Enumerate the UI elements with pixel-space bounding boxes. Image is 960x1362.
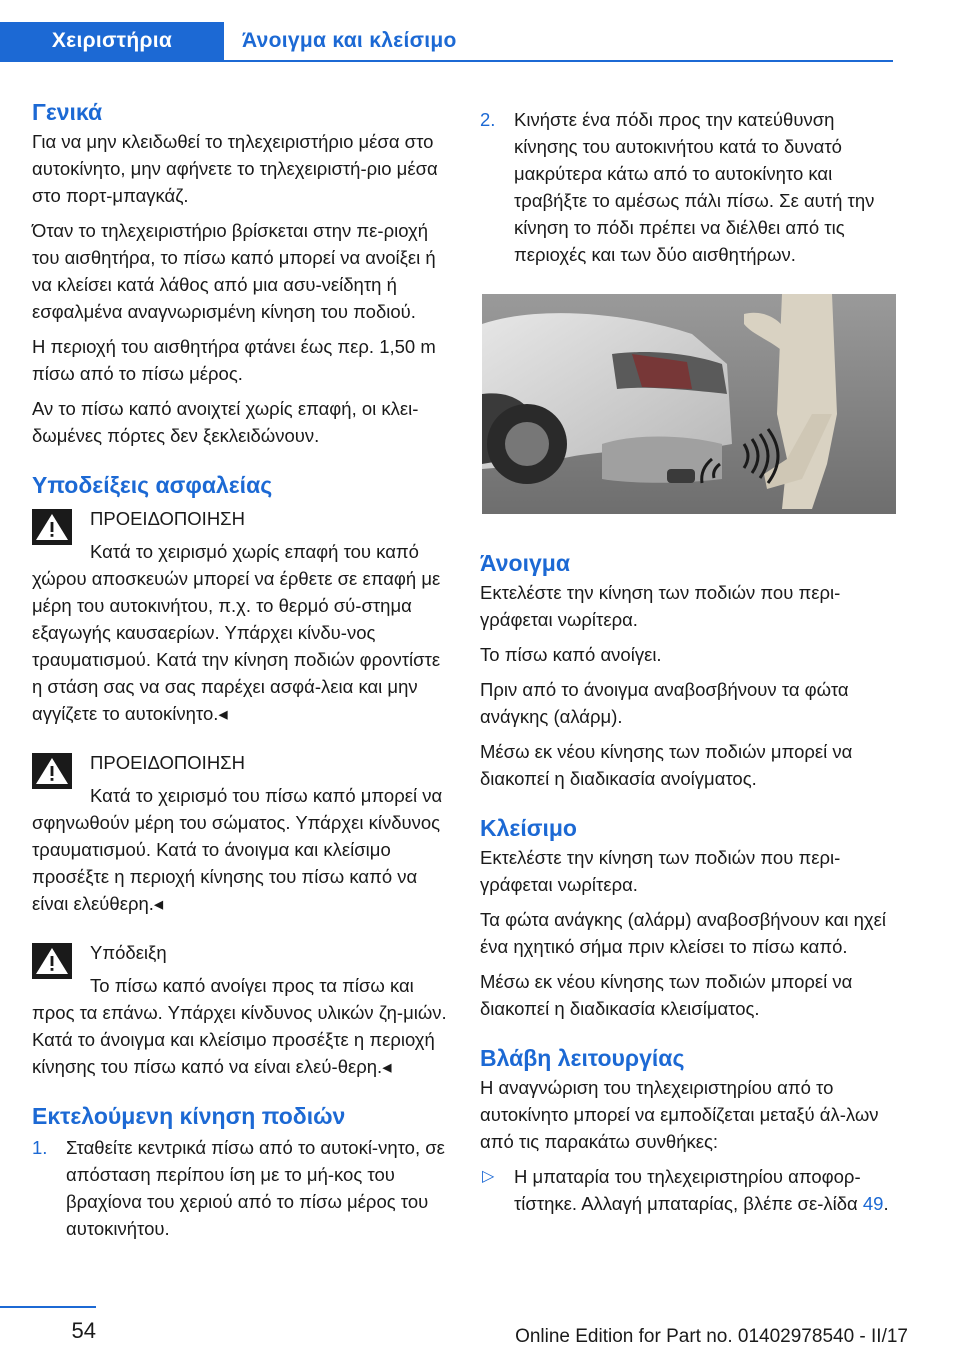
close-paragraph-2: Τα φώτα ανάγκης (αλάρμ) αναβοσβήνουν και ηχεί ένα ηχητικό σήμα πριν κλείσει το πίσω καπό.: [480, 909, 886, 957]
warning-1-title: ΠΡΟΕΙΔΟΠΟΙΗΣΗ: [90, 508, 245, 529]
open-paragraph-4: Μέσω εκ νέου κίνησης των ποδιών μπορεί να διακοπεί η διαδικασία ανοίγματος.: [480, 741, 853, 789]
list-item: [480, 1163, 900, 1217]
general-paragraph-3: Η περιοχή του αισθητήρα φτάνει έως περ. 1,50 m πίσω από το πίσω μέρος.: [32, 336, 436, 384]
open-heading: Άνοιγμα: [480, 550, 570, 576]
warning-2-title: ΠΡΟΕΙΔΟΠΟΙΗΣΗ: [90, 752, 245, 773]
step-number: 1.: [32, 1137, 48, 1158]
close-paragraph-3: Μέσω εκ νέου κίνησης των ποδιών μπορεί να διακοπεί η διαδικασία κλεισίματος.: [480, 971, 853, 1019]
foot-gesture-illustration: [482, 294, 896, 514]
fault-paragraph-1: Η αναγνώριση του τηλεχειριστηρίου από το αυτοκίνητο μπορεί να εμποδίζεται μεταξύ άλ-λων από τις παρακάτω συνθήκες:: [480, 1077, 879, 1152]
close-heading: Κλείσιμο: [480, 815, 577, 841]
note-title: Υπόδειξη: [90, 942, 167, 963]
foot-movement-heading: Εκτελούμενη κίνηση ποδιών: [32, 1103, 346, 1129]
warning-triangle-icon: [32, 753, 72, 789]
note-text: Το πίσω καπό ανοίγει προς τα πίσω και προς τα επάνω. Υπάρχει κίνδυνος υλικών ζη-μιών. Κατά το άνοιγμα και κλείσιμο προσέξτε η περιοχή κίνησης του πίσω καπό να είναι ελεύ-θερη.◂: [32, 975, 447, 1077]
warning-1: [32, 505, 452, 727]
safety-heading: Υποδείξεις ασφαλείας: [32, 472, 273, 498]
general-heading: Γενικά: [32, 99, 103, 125]
edition-footer: Online Edition for Part no. 01402978540 - II/17: [515, 1326, 908, 1347]
header-rule: [0, 60, 893, 62]
tab-controls[interactable]: Χειριστήρια: [0, 22, 224, 60]
open-paragraph-1: Εκτελέστε την κίνηση των ποδιών που περι-γράφεται νωρίτερα.: [480, 582, 841, 630]
close-paragraph-1: Εκτελέστε την κίνηση των ποδιών που περι-γράφεται νωρίτερα.: [480, 847, 841, 895]
open-paragraph-2: Το πίσω καπό ανοίγει.: [480, 644, 662, 665]
step-text: Σταθείτε κεντρικά πίσω από το αυτοκί-νητο, σε απόσταση περίπου ίση με το μή-κος του βραχίονα του χεριού από το πίσω μέρος του αυτοκινήτου.: [66, 1137, 445, 1239]
left-column: [32, 98, 452, 1242]
note-triangle-icon: [32, 943, 72, 979]
bullet-text-end: .: [883, 1193, 889, 1214]
general-paragraph-1: Για να μην κλειδωθεί το τηλεχειριστήριο μέσα στο αυτοκίνητο, μην αφήνετε το τηλεχειριστή-ριο μέσα στο πορτ-μπαγκάζ.: [32, 131, 438, 206]
note-1: [32, 939, 452, 1080]
warning-triangle-icon: [32, 509, 72, 545]
general-paragraph-2: Όταν το τηλεχειριστήριο βρίσκεται στην πε-ριοχή του αισθητήρα, το πίσω καπό μπορεί να ανοίξει ή να κλείσει κατά λάθος από μια ασυ-νείδητη ή εσφαλμένα αναγνωρισμένη κίνηση του ποδιού.: [32, 220, 436, 322]
triangle-bullet-icon: ▷: [482, 1168, 495, 1185]
page-link-49[interactable]: 49: [862, 1193, 884, 1214]
fault-heading: Βλάβη λειτουργίας: [480, 1045, 685, 1071]
tab-opening-closing[interactable]: Άνοιγμα και κλείσιμο: [242, 29, 457, 52]
page-header: [0, 0, 960, 62]
fault-list: [480, 1163, 900, 1217]
warning-2-text: Κατά το χειρισμό του πίσω καπό μπορεί να σφηνωθούν μέρη του σώματος. Υπάρχει κίνδυνος τραυματισμού. Κατά το άνοιγμα και κλείσιμο προσέξτε η περιοχή κίνησης του πίσω καπό να είναι ελεύθερη.◂: [32, 785, 443, 914]
bullet-text: Η μπαταρία του τηλεχειριστηρίου αποφορ-τίστηκε. Αλλαγή μπαταρίας, βλέπε σε-λίδα: [514, 1166, 863, 1214]
warning-2: [32, 749, 452, 917]
step-number: 2.: [480, 109, 496, 130]
step-item: [480, 106, 900, 268]
general-paragraph-4: Αν το πίσω καπό ανοιχτεί χωρίς επαφή, οι κλει-δωμένες πόρτες δεν ξεκλειδώνουν.: [32, 398, 419, 446]
steps-list: [32, 1134, 452, 1242]
page-number-rule: [0, 1306, 96, 1308]
open-paragraph-3: Πριν από το άνοιγμα αναβοσβήνουν τα φώτα ανάγκης (αλάρμ).: [480, 679, 849, 727]
steps-list-continued: [480, 106, 900, 268]
warning-1-text: Κατά το χειρισμό χωρίς επαφή του καπό χώρου αποσκευών μπορεί να έρθετε σε επαφή με μέρη του αυτοκινήτου, π.χ. το θερμό σύ-στημα εξαγωγής καυσαερίων. Υπάρχει κίνδυ-νος τραυματισμού. Κατά την κίνηση ποδιών φροντίστε η στάση σας να σας παρέχει ασφά-λεια και μην αγγίζετε το αυτοκίνητο.◂: [32, 541, 441, 724]
page-number: 54: [71, 1318, 96, 1343]
right-column: [480, 106, 900, 1217]
step-item: [32, 1134, 452, 1242]
step-text: Κινήστε ένα πόδι προς την κατεύθυνση κίνησης του αυτοκινήτου κατά το δυνατό μακρύτερα κάτω από το αυτοκίνητο και τραβήξτε το αμέσως πάλι πίσω. Σε αυτή την κίνηση το πόδι πρέπει να διέλθει από τις περιοχές και των δύο αισθητήρων.: [514, 109, 875, 265]
